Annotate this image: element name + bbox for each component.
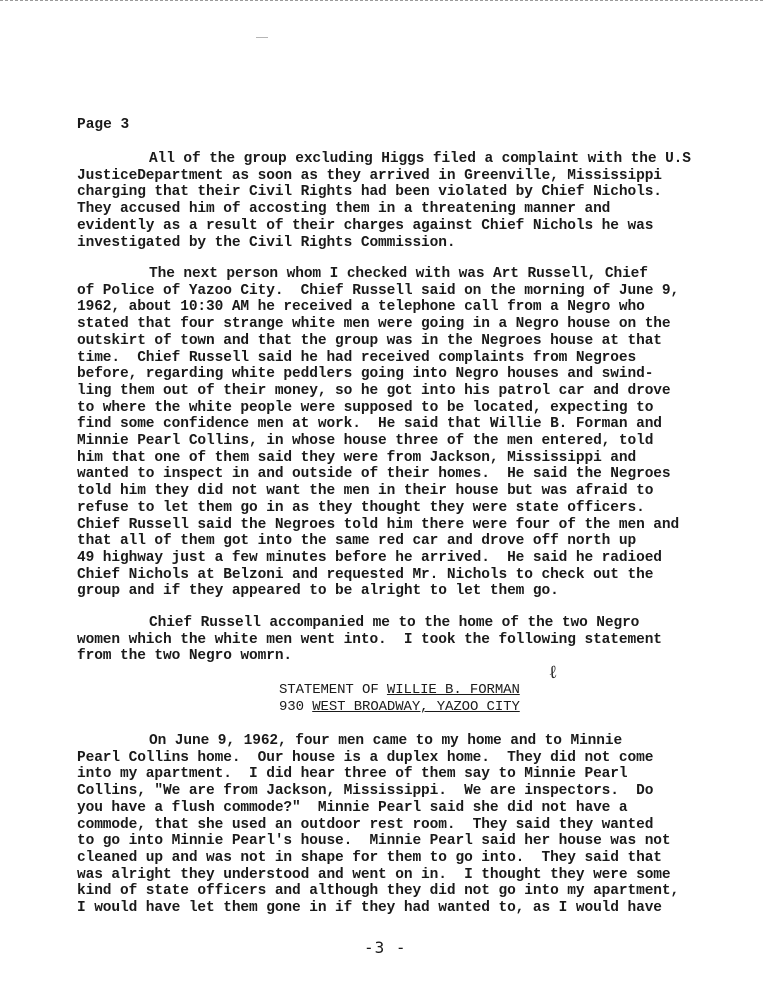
statement-address-prefix: 930 — [279, 699, 313, 715]
text-line: into my apartment. I did hear three of them say to Minnie Pearl — [77, 766, 628, 783]
text-line: to where the white people were supposed to be located, expecting to — [77, 399, 654, 416]
text-line: 1962, about 10:30 AM he received a telephone call from a Negro who — [77, 299, 645, 316]
text-line: All of the group excluding Higgs filed a complaint with the U.S — [149, 151, 691, 167]
paragraph-russell — [77, 266, 737, 600]
text-line: commode, that she used an outdoor rest room. They said they wanted — [77, 816, 654, 833]
text-line: group and if they appeared to be alright to let them go. — [77, 583, 559, 600]
statement-title-prefix: STATEMENT OF — [279, 682, 387, 698]
text-line: The next person whom I checked with was Art Russell, Chief — [149, 266, 648, 282]
page-header: Page 3 — [77, 117, 130, 133]
text-line: 49 highway just a few minutes before he arrived. He said he radioed — [77, 549, 662, 566]
paragraph-visit — [77, 615, 737, 665]
statement-address: WEST BROADWAY, YAZOO CITY — [312, 699, 520, 715]
text-line: refuse to let them go in as they thought they were state officers. — [77, 499, 645, 516]
statement-heading — [279, 682, 520, 716]
text-line: wanted to inspect in and outside of their homes. He said the Negroes — [77, 466, 671, 483]
text-line: time. Chief Russell said he had received complaints from Negroes — [77, 349, 637, 366]
text-line: They accused him of accosting them in a threatening manner and — [77, 201, 611, 218]
text-line: of Police of Yazoo City. Chief Russell said on the morning of June 9, — [77, 282, 680, 299]
text-line: Chief Russell accompanied me to the home of the two Negro — [149, 615, 640, 631]
text-line: charging that their Civil Rights had been violated by Chief Nichols. — [77, 184, 662, 201]
text-line: women which the white men went into. I took the following statement — [77, 631, 662, 648]
text-line: find some confidence men at work. He said that Willie B. Forman and — [77, 416, 662, 433]
page-number: -3 - — [364, 938, 407, 957]
text-line: that all of them got into the same red car and drove off north up — [77, 533, 637, 550]
text-line: you have a flush commode?" Minnie Pearl said she did not have a — [77, 799, 628, 816]
statement-address-line — [279, 699, 520, 716]
text-line: Chief Russell said the Negroes told him there were four of the men and — [77, 516, 680, 533]
text-line: before, regarding white peddlers going into Negro houses and swind- — [77, 366, 654, 383]
text-line: investigated by the Civil Rights Commission. — [77, 234, 456, 251]
text-line: Minnie Pearl Collins, in whose house three of the men entered, told — [77, 433, 654, 450]
text-line: ling them out of their money, so he got into his patrol car and drove — [77, 382, 671, 399]
text-line: Chief Nichols at Belzoni and requested Mr. Nichols to check out the — [77, 566, 654, 583]
paragraph-statement — [77, 733, 737, 917]
text-line: kind of state officers and although they did not go into my apartment, — [77, 883, 680, 900]
page-top-edge — [0, 0, 763, 1]
handwritten-initial: ℓ — [546, 661, 559, 684]
statement-name: WILLIE B. FORMAN — [386, 682, 520, 698]
text-line: stated that four strange white men were going in a Negro house on the — [77, 316, 671, 333]
text-line: JusticeDepartment as soon as they arrived in Greenville, Mississippi — [77, 167, 662, 184]
text-line: outskirt of town and that the group was in the Negroes house at that — [77, 332, 662, 349]
text-line: him that one of them said they were from Jackson, Mississippi and — [77, 449, 637, 466]
text-line: from the two Negro womrn. — [77, 648, 293, 665]
text-line: told him they did not want the men in their house but was afraid to — [77, 483, 654, 500]
statement-title-line — [279, 682, 520, 699]
text-line: evidently as a result of their charges against Chief Nichols he was — [77, 217, 654, 234]
text-line: cleaned up and was not in shape for them to go into. They said that — [77, 849, 662, 866]
text-line: Pearl Collins home. Our house is a duplex home. They did not come — [77, 749, 654, 766]
text-line: Collins, "We are from Jackson, Mississippi. We are inspectors. Do — [77, 783, 654, 800]
text-line: was alright they understood and went on in. I thought they were some — [77, 866, 671, 883]
text-line: to go into Minnie Pearl's house. Minnie Pearl said her house was not — [77, 833, 671, 850]
text-line: On June 9, 1962, four men came to my home and to Minnie — [149, 733, 623, 749]
text-line: I would have let them gone in if they had wanted to, as I would have — [77, 900, 662, 917]
scan-mark — [256, 37, 268, 38]
paragraph-complaint — [77, 151, 737, 251]
